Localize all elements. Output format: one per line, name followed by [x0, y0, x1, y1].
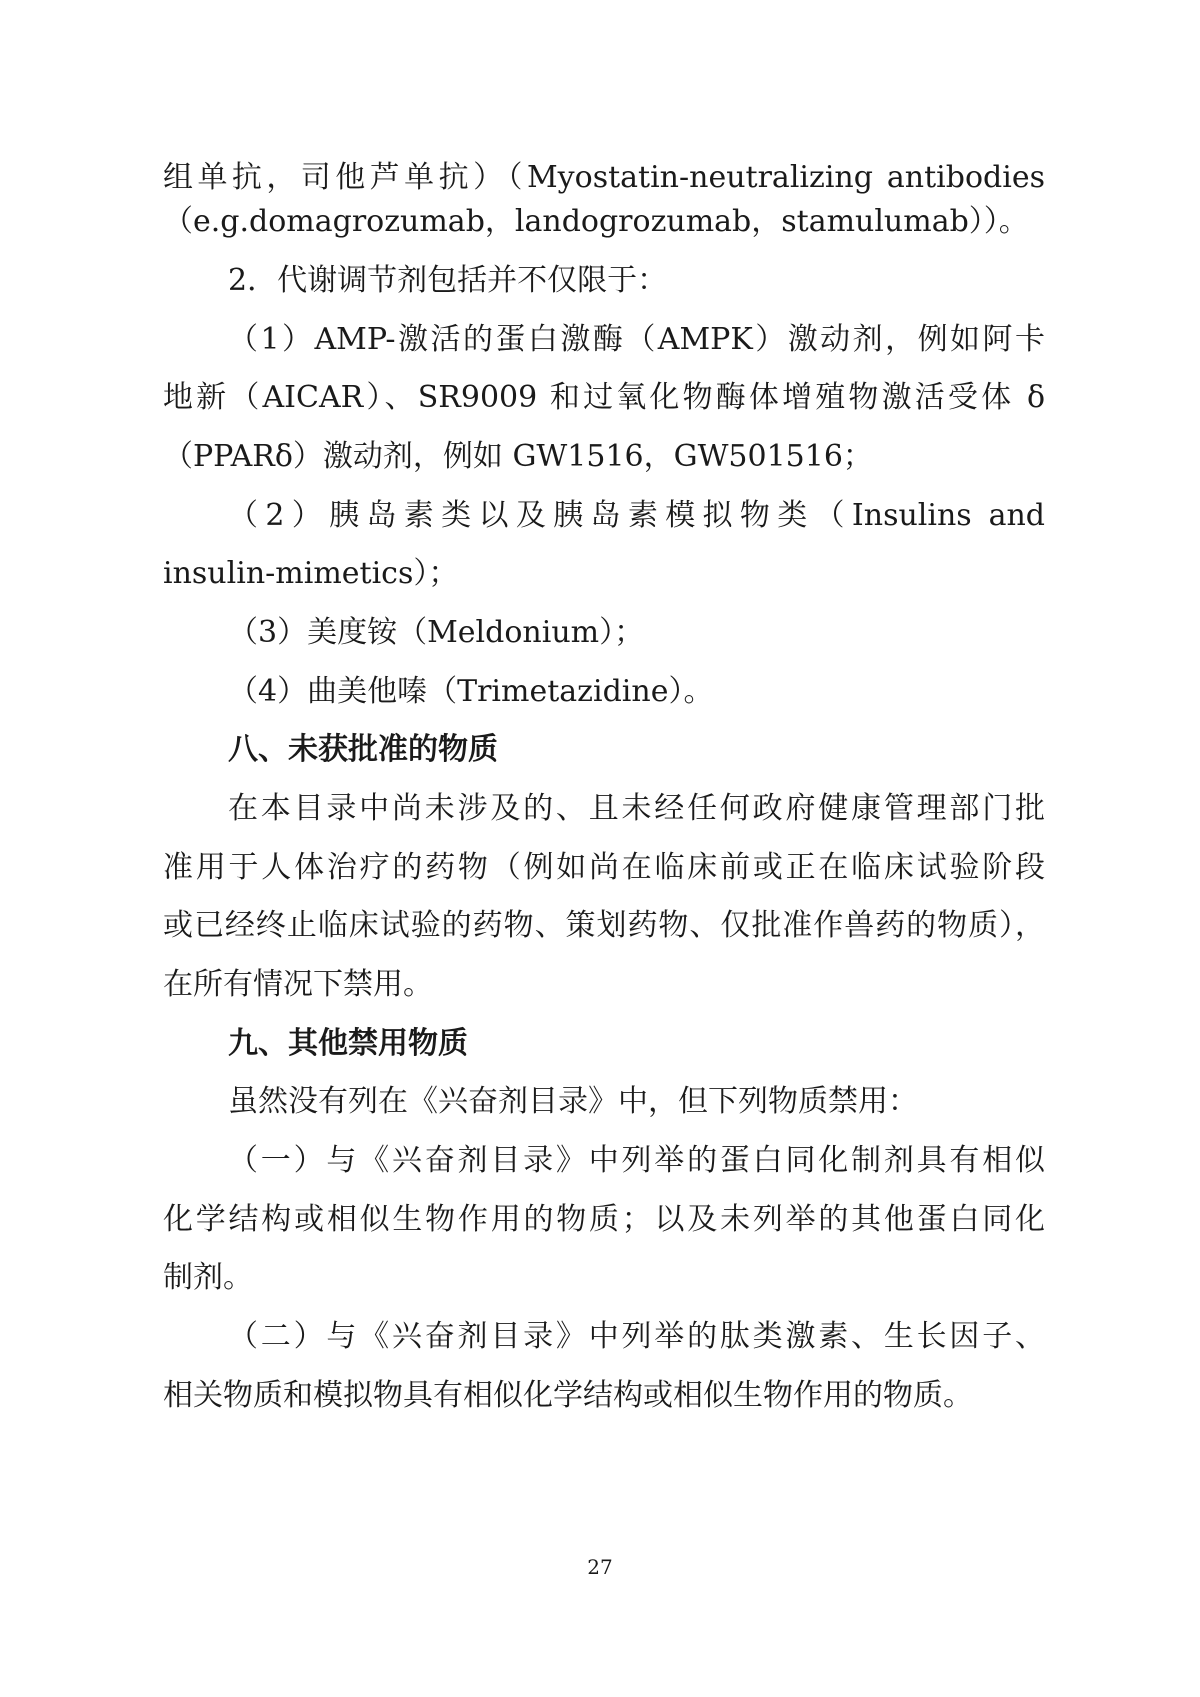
list-item: （2）胰岛素类以及胰岛素模拟物类（Insulins and	[228, 498, 1045, 533]
text-line: insulin-mimetics）；	[163, 556, 459, 591]
list-item: （1）AMP-激活的蛋白激酶（AMPK）激动剂，例如阿卡	[228, 322, 1045, 357]
list-item: 2．代谢调节剂包括并不仅限于：	[228, 263, 668, 298]
paragraph-line: 准用于人体治疗的药物（例如尚在临床前或正在临床试验阶段	[163, 850, 1045, 885]
paragraph-line: 或已经终止临床试验的药物、策划药物、仅批准作兽药的物质），	[163, 908, 1045, 943]
list-item: （4）曲美他嗪（Trimetazidine）。	[228, 674, 714, 709]
paragraph-line: 在本目录中尚未涉及的、且未经任何政府健康管理部门批	[228, 791, 1045, 826]
text-line: （e.g.domagrozumab，landogrozumab，stamulumab））。	[163, 204, 1029, 239]
text-line: （PPARδ）激动剂，例如 GW1516，GW501516；	[163, 439, 873, 474]
page-number: 27	[587, 1555, 613, 1579]
paragraph-line: 化学结构或相似生物作用的物质；以及未列举的其他蛋白同化	[163, 1202, 1045, 1237]
list-item: （二）与《兴奋剂目录》中列举的肽类激素、生长因子、	[228, 1319, 1045, 1354]
list-item: （一）与《兴奋剂目录》中列举的蛋白同化制剂具有相似	[228, 1143, 1045, 1178]
paragraph-line: 虽然没有列在《兴奋剂目录》中，但下列物质禁用：	[228, 1084, 918, 1119]
paragraph-line: 在所有情况下禁用。	[163, 967, 433, 1002]
section-heading: 八、未获批准的物质	[228, 732, 498, 767]
paragraph-line: 相关物质和模拟物具有相似化学结构或相似生物作用的物质。	[163, 1378, 973, 1413]
paragraph-line: 制剂。	[163, 1260, 253, 1295]
section-heading: 九、其他禁用物质	[228, 1026, 468, 1061]
text-line: 组单抗，司他芦单抗）（Myostatin-neutralizing antibodies	[163, 160, 1045, 195]
text-line: 地新（AICAR）、SR9009 和过氧化物酶体增殖物激活受体 δ	[163, 380, 1045, 415]
list-item: （3）美度铵（Meldonium）；	[228, 615, 645, 650]
